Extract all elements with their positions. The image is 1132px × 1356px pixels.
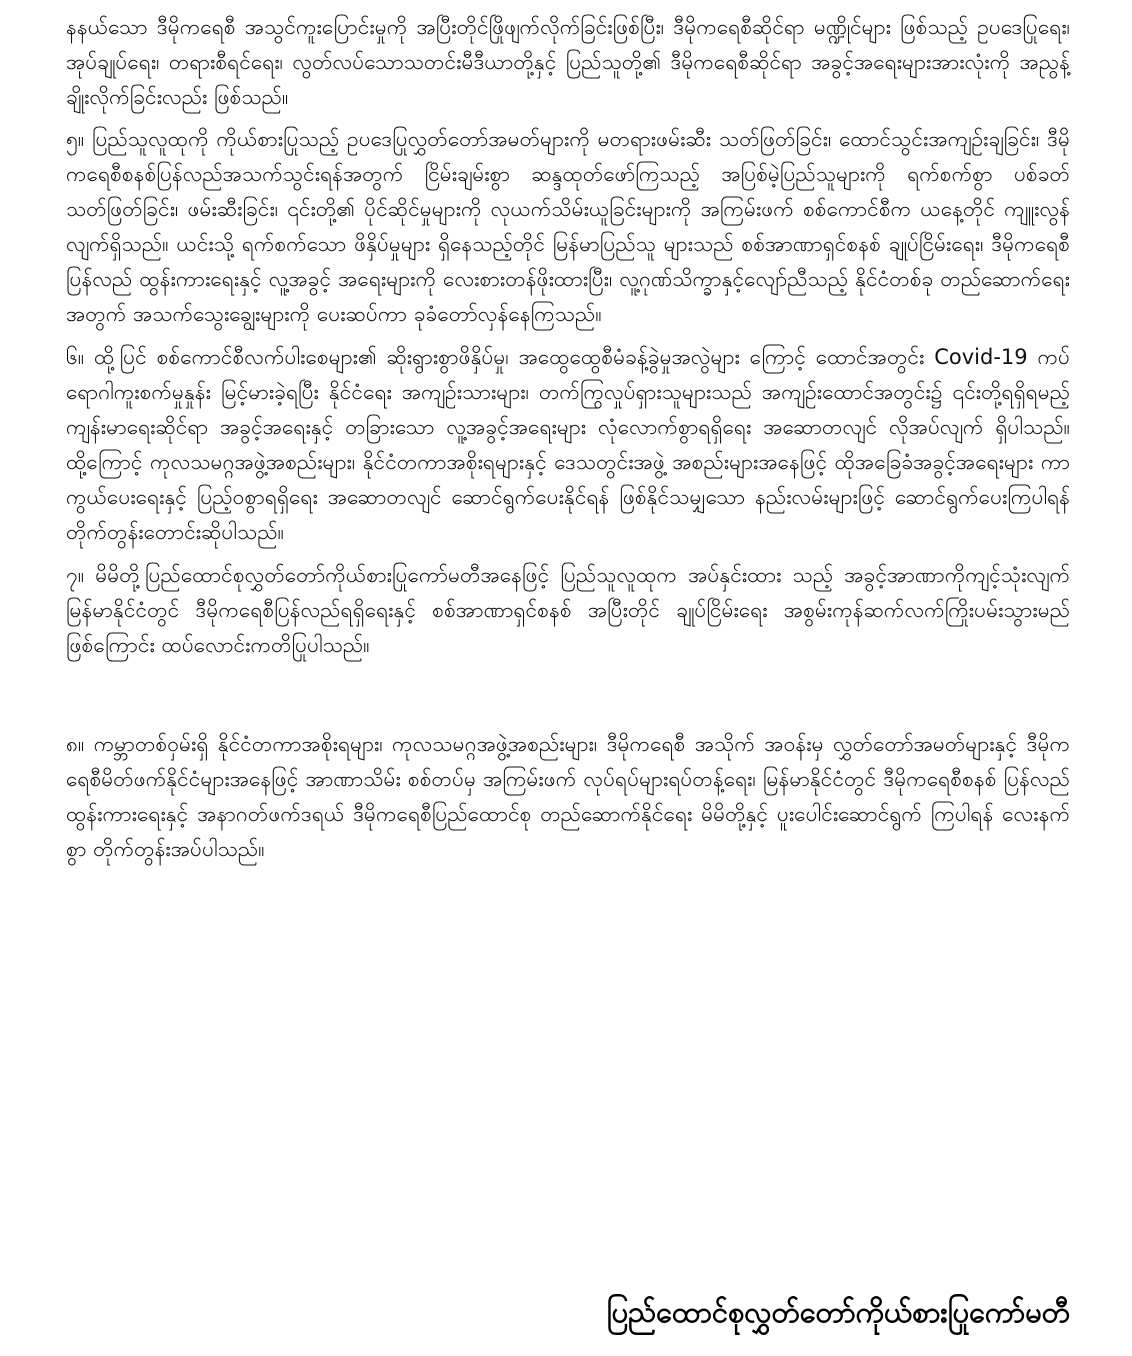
signature-committee-name: ပြည်ထောင်စုလွှတ်တော်ကိုယ်စားပြုကော်မတီ	[606, 1295, 1070, 1329]
paragraph-6: ၆။ ထို့ပြင် စစ်ကောင်စီလက်ပါးစေများ၏ ဆိုးရွားစွာဖိနှိပ်မှု၊ အထွေထွေစီမံခန့်ခွဲမှုအလွဲများ ကြောင့် ထောင်အတွင်း Covid-19 ကပ်ရောဂါကူးစက်မှုနှုန်း မြင့်မားခဲ့ရပြီး နိုင်ငံရေး အကျဉ်းသားများ၊ တက်ကြွလှုပ်ရှားသူများသည် အကျဉ်းထောင်အတွင်း၌ ၎င်းတို့ရရှိရမည့် ကျန်းမာရေးဆိုင်ရာ အခွင့်အရေးနှင့် တခြားသော လူ့အခွင့်အရေးများ လုံလောက်စွာရရှိရေး အဆောတလျင် လိုအပ်လျက် ရှိပါသည်။ ထို့ကြောင့် ကုလသမဂ္ဂအဖွဲ့အစည်းများ၊ နိုင်ငံတကာအစိုးရများနှင့် ဒေသတွင်းအဖွဲ့ အစည်းများအနေဖြင့် ထိုအခြေခံအခွင့်အရေးများ ကာကွယ်ပေးရေးနှင့် ပြည့်ဝစွာရရှိရေး အဆောတလျင် ဆောင်ရွက်ပေးနိုင်ရန် ဖြစ်နိုင်သမျှသော နည်းလမ်းများဖြင့် ဆောင်ရွက်ပေးကြပါရန် တိုက်တွန်းတောင်းဆိုပါသည်။	[66, 345, 1070, 544]
paragraph-continued: နနယ်သော ဒီမိုကရေစီ အသွင်ကူးပြောင်းမှုကို အပြီးတိုင်ဖြိုဖျက်လိုက်ခြင်းဖြစ်ပြီး၊ ဒီမိုကရေစီဆိုင်ရာ မဏ္ဍိုင်များ ဖြစ်သည့် ဥပဒေပြုရေး၊ အုပ်ချုပ်ရေး၊ တရားစီရင်ရေး၊ လွတ်လပ်သောသတင်းမီဒီယာတို့နှင့် ပြည်သူတို့၏ ဒီမိုကရေစီဆိုင်ရာ အခွင့်အရေးများအားလုံးကို အညွန့်ချိုးလိုက်ခြင်းလည်း ဖြစ်သည်။	[66, 15, 1070, 109]
paragraph-7: ၇။ မိမိတို့ပြည်ထောင်စုလွှတ်တော်ကိုယ်စားပြုကော်မတီအနေဖြင့် ပြည်သူလူထုက အပ်နှင်းထား သည့် အခွင့်အာဏာကိုကျင့်သုံးလျက် မြန်မာနိုင်ငံတွင် ဒီမိုကရေစီပြန်လည်ရရှိရေးနှင့် စစ်အာဏာရှင်စနစ် အပြီးတိုင် ချုပ်ငြိမ်းရေး အစွမ်းကုန်ဆက်လက်ကြိုးပမ်းသွားမည်ဖြစ်ကြောင်း ထပ်လောင်းကတိပြုပါသည်။	[66, 563, 1070, 657]
document-page	[66, 6, 1070, 1346]
paragraph-8: ၈။ ကမ္ဘာတစ်ဝှမ်းရှိ နိုင်ငံတကာအစိုးရများ၊ ကုလသမဂ္ဂအဖွဲ့အစည်းများ၊ ဒီမိုကရေစီ အသိုက် အဝန်းမှ လွှတ်တော်အမတ်များနှင့် ဒီမိုကရေစီမိတ်ဖက်နိုင်ငံများအနေဖြင့် အာဏာသိမ်း စစ်တပ်မှ အကြမ်းဖက် လုပ်ရပ်များရပ်တန့်ရေး၊ မြန်မာနိုင်ငံတွင် ဒီမိုကရေစီစနစ် ပြန်လည်ထွန်းကားရေးနှင့် အနာဂတ်ဖက်ဒရယ် ဒီမိုကရေစီပြည်ထောင်စု တည်ဆောက်နိုင်ရေး မိမိတို့နှင့် ပူးပေါင်းဆောင်ရွက် ကြပါရန် လေးနက်စွာ တိုက်တွန်းအပ်ပါသည်။	[66, 732, 1070, 861]
paragraph-5: ၅။ ပြည်သူလူထုကို ကိုယ်စားပြုသည့် ဥပဒေပြုလွှတ်တော်အမတ်များကို မတရားဖမ်းဆီး သတ်ဖြတ်ခြင်း၊ ထောင်သွင်းအကျဉ်းချခြင်း၊ ဒီမိုကရေစီစနစ်ပြန်လည်အသက်သွင်းရန်အတွက် ငြိမ်းချမ်းစွာ ဆန္ဒထုတ်ဖော်ကြသည့် အပြစ်မဲ့ပြည်သူများကို ရက်စက်စွာ ပစ်ခတ်သတ်ဖြတ်ခြင်း၊ ဖမ်းဆီးခြင်း၊ ၎င်းတို့၏ ပိုင်ဆိုင်မှုများကို လုယက်သိမ်းယူခြင်းများကို အကြမ်းဖက် စစ်ကောင်စီက ယနေ့တိုင် ကျူးလွန်လျက်ရှိသည်။ ယင်းသို့ ရက်စက်သော ဖိနှိပ်မှုများ ရှိနေသည့်တိုင် မြန်မာပြည်သူ များသည် စစ်အာဏာရှင်စနစ် ချုပ်ငြိမ်းရေး၊ ဒီမိုကရေစီ ပြန်လည် ထွန်းကားရေးနှင့် လူ့အခွင့် အရေးများကို လေးစားတန်ဖိုးထားပြီး၊ လူ့ဂုဏ်သိက္ခာနှင့်လျော်ညီသည့် နိုင်ငံတစ်ခု တည်ဆောက်ရေး အတွက် အသက်သွေးချွေးများကို ပေးဆပ်ကာ ခုခံတော်လှန်နေကြသည်။	[66, 127, 1070, 326]
